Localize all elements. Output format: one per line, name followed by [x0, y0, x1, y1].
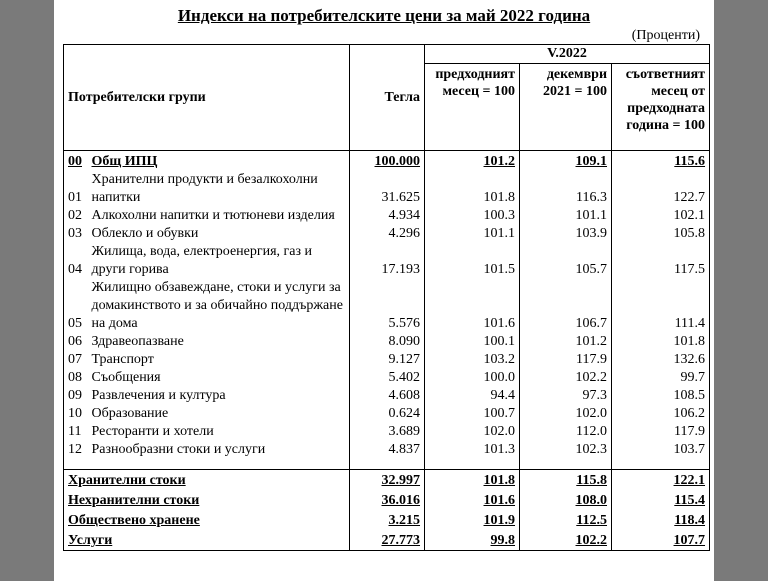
row-prev-year: 111.4: [612, 279, 710, 333]
header-december: декември 2021 = 100: [520, 64, 612, 151]
row-weight: 4.837: [350, 441, 425, 459]
table-row: [64, 423, 710, 441]
divider-cell: [64, 459, 90, 470]
row-code: 01: [64, 171, 90, 207]
aggregate-name: Хранителни стоки: [64, 470, 350, 491]
row-december: 102.3: [520, 441, 612, 459]
row-prev-month: 100.3: [425, 207, 520, 225]
table-row: [64, 279, 710, 333]
row-prev-month: 101.3: [425, 441, 520, 459]
table-row: [64, 387, 710, 405]
table-row: [64, 405, 710, 423]
row-prev-year: 117.9: [612, 423, 710, 441]
row-prev-month: 94.4: [425, 387, 520, 405]
row-december: 109.1: [520, 151, 612, 172]
header-weight: Тегла: [350, 45, 425, 151]
divider-cell: [90, 459, 350, 470]
aggregate-prev-month: 101.9: [425, 510, 520, 530]
row-prev-year: 105.8: [612, 225, 710, 243]
row-prev-year: 106.2: [612, 405, 710, 423]
row-code: 10: [64, 405, 90, 423]
aggregate-december: 102.2: [520, 530, 612, 551]
row-prev-year: 108.5: [612, 387, 710, 405]
aggregate-december: 108.0: [520, 490, 612, 510]
document-page: [54, 0, 714, 581]
row-december: 102.0: [520, 405, 612, 423]
aggregate-row: [64, 490, 710, 510]
row-code: 00: [64, 151, 90, 172]
row-prev-month: 101.1: [425, 225, 520, 243]
row-prev-month: 101.8: [425, 171, 520, 207]
header-groups: Потребителски групи: [64, 45, 350, 151]
row-prev-month: 101.5: [425, 243, 520, 279]
row-code: 11: [64, 423, 90, 441]
page-title: Индекси на потребителските цени за май 2022 година: [177, 6, 591, 25]
row-code: 09: [64, 387, 90, 405]
header-prev-year: съответният месец от предходната година = 100: [612, 64, 710, 151]
row-weight: 9.127: [350, 351, 425, 369]
aggregate-prev-month: 101.6: [425, 490, 520, 510]
row-name: Жилищно обзавеждане, стоки и услуги за домакинството и за обичайно поддържане на дома: [91, 280, 343, 331]
table-row: [64, 151, 710, 172]
row-december: 112.0: [520, 423, 612, 441]
divider-cell: [350, 459, 425, 470]
row-prev-month: 103.2: [425, 351, 520, 369]
table-row: [64, 225, 710, 243]
row-prev-year: 103.7: [612, 441, 710, 459]
row-december: 97.3: [520, 387, 612, 405]
row-december: 101.1: [520, 207, 612, 225]
table-row: [64, 369, 710, 387]
row-december: 102.2: [520, 369, 612, 387]
row-prev-month: 100.1: [425, 333, 520, 351]
row-code: 08: [64, 369, 90, 387]
aggregate-name: Услуги: [64, 530, 350, 551]
aggregate-row: [64, 510, 710, 530]
row-name: Съобщения: [91, 370, 161, 385]
row-code: 04: [64, 243, 90, 279]
header-period: V.2022: [425, 45, 710, 64]
row-name: Здравеопазване: [91, 334, 184, 349]
row-name: Хранителни продукти и безалкохолни напитки: [91, 172, 318, 205]
aggregate-prev-year: 107.7: [612, 530, 710, 551]
row-prev-month: 100.0: [425, 369, 520, 387]
row-code: 02: [64, 207, 90, 225]
divider-cell: [520, 459, 612, 470]
row-name: Алкохолни напитки и тютюневи изделия: [91, 208, 335, 223]
row-code: 07: [64, 351, 90, 369]
row-december: 105.7: [520, 243, 612, 279]
row-name: Жилища, вода, електроенергия, газ и други горива: [91, 244, 313, 277]
table-row: [64, 171, 710, 207]
row-prev-year: 99.7: [612, 369, 710, 387]
divider-cell: [612, 459, 710, 470]
aggregate-december: 112.5: [520, 510, 612, 530]
divider-cell: [425, 459, 520, 470]
aggregate-december: 115.8: [520, 470, 612, 491]
table-row: [64, 441, 710, 459]
row-weight: 17.193: [350, 243, 425, 279]
row-prev-month: 101.6: [425, 279, 520, 333]
table-divider: [64, 459, 710, 470]
row-weight: 4.934: [350, 207, 425, 225]
row-december: 103.9: [520, 225, 612, 243]
row-weight: 4.296: [350, 225, 425, 243]
aggregate-name: Обществено хранене: [64, 510, 350, 530]
table-row: [64, 351, 710, 369]
aggregate-weight: 3.215: [350, 510, 425, 530]
row-prev-month: 100.7: [425, 405, 520, 423]
aggregate-weight: 27.773: [350, 530, 425, 551]
aggregate-name: Нехранителни стоки: [64, 490, 350, 510]
row-weight: 4.608: [350, 387, 425, 405]
row-name: Облекло и обувки: [91, 226, 199, 241]
header-prev-month: предходният месец = 100: [425, 64, 520, 151]
row-name: Ресторанти и хотели: [91, 424, 214, 439]
table-row: [64, 207, 710, 225]
row-december: 101.2: [520, 333, 612, 351]
row-prev-year: 115.6: [612, 151, 710, 172]
row-weight: 3.689: [350, 423, 425, 441]
row-weight: 5.576: [350, 279, 425, 333]
row-december: 116.3: [520, 171, 612, 207]
row-december: 117.9: [520, 351, 612, 369]
row-code: 12: [64, 441, 90, 459]
table-row: [64, 243, 710, 279]
row-name: Образование: [91, 406, 169, 421]
row-prev-year: 122.7: [612, 171, 710, 207]
row-weight: 0.624: [350, 405, 425, 423]
aggregate-weight: 32.997: [350, 470, 425, 491]
row-prev-year: 102.1: [612, 207, 710, 225]
aggregate-row: [64, 470, 710, 491]
row-name: Транспорт: [91, 352, 154, 367]
row-prev-year: 132.6: [612, 351, 710, 369]
row-weight: 100.000: [350, 151, 425, 172]
row-weight: 31.625: [350, 171, 425, 207]
table-body: [64, 151, 710, 551]
aggregate-prev-year: 118.4: [612, 510, 710, 530]
row-weight: 5.402: [350, 369, 425, 387]
aggregate-prev-month: 101.8: [425, 470, 520, 491]
row-code: 06: [64, 333, 90, 351]
cpi-table: [63, 44, 710, 551]
unit-label: (Проценти): [631, 28, 700, 43]
row-name: Общ ИПЦ: [91, 154, 158, 169]
table-row: [64, 333, 710, 351]
row-prev-month: 102.0: [425, 423, 520, 441]
row-code: 03: [64, 225, 90, 243]
row-december: 106.7: [520, 279, 612, 333]
row-name: Разнообразни стоки и услуги: [91, 442, 266, 457]
row-prev-year: 101.8: [612, 333, 710, 351]
aggregate-prev-year: 115.4: [612, 490, 710, 510]
aggregate-prev-month: 99.8: [425, 530, 520, 551]
row-name: Развлечения и култура: [91, 388, 226, 403]
aggregate-weight: 36.016: [350, 490, 425, 510]
aggregate-prev-year: 122.1: [612, 470, 710, 491]
row-prev-year: 117.5: [612, 243, 710, 279]
row-code: 05: [64, 279, 90, 333]
row-prev-month: 101.2: [425, 151, 520, 172]
aggregate-row: [64, 530, 710, 551]
row-weight: 8.090: [350, 333, 425, 351]
